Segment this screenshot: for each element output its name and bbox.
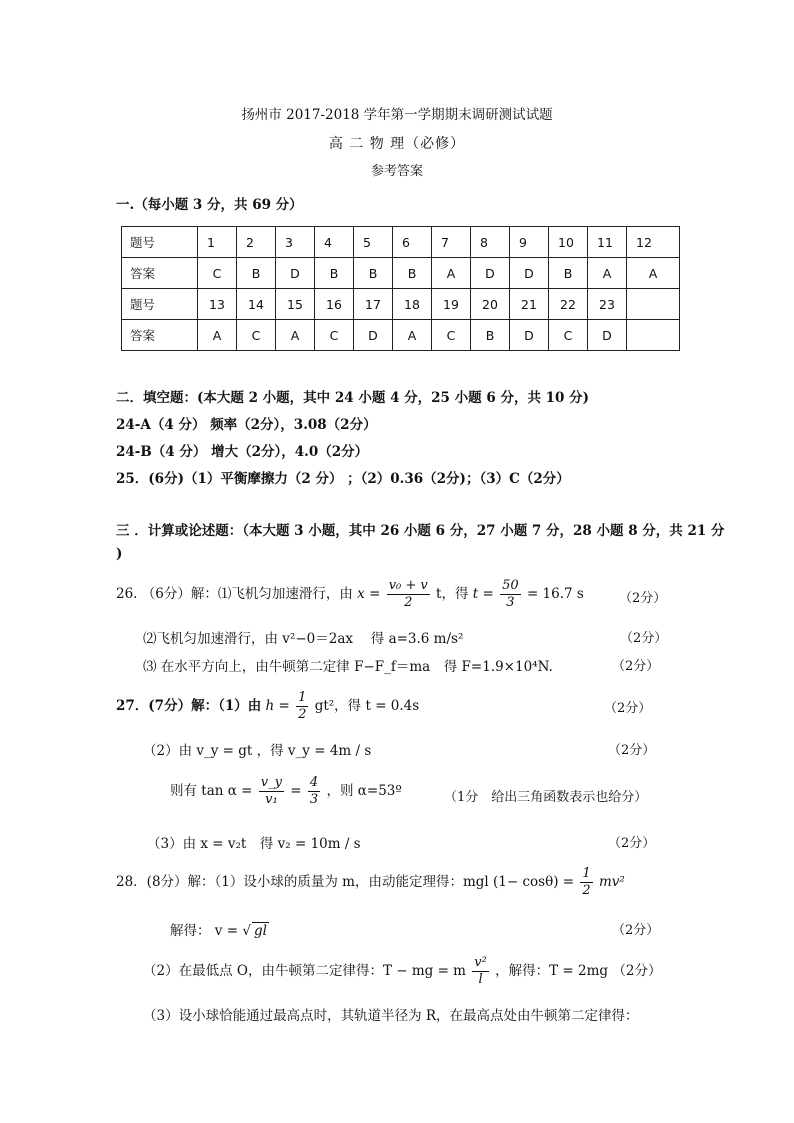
q26-frac1 [387, 578, 430, 611]
q26-pts2: （2分） [620, 631, 668, 646]
frac-numerator: 4 [309, 775, 319, 790]
q26-intro: （6分）解：⑴飞机匀加速滑行，由 [141, 586, 353, 602]
table-cell: 6 [393, 227, 432, 258]
frac-denominator: 2 [298, 707, 307, 722]
q26-line1 [116, 578, 584, 611]
q28-pts2: （2分） [612, 923, 660, 938]
table-cell: 19 [432, 289, 471, 320]
table-cell: 2 [237, 227, 276, 258]
document-subtitle: 高 二 物 理（必修） [328, 136, 466, 152]
q27-tan-pre: 则有 tan α = [170, 783, 253, 799]
q28-line1 [116, 866, 625, 899]
q27-post: gt²，得 t = 0.4s [314, 698, 420, 714]
q26-part2: ⑵飞机匀加速滑行，由 v²−0＝2ax 得 a=3.6 m/s² [143, 631, 464, 647]
q28-half [580, 866, 592, 899]
table-cell: B [549, 258, 588, 289]
q28-pre: 28．(8分）解：（1）设小球的质量为 m，由动能定理得：mgl (1− cosθ) = [116, 874, 575, 890]
q28-line3 [143, 955, 661, 988]
section3-heading-end: ) [116, 546, 123, 562]
table-cell: A [198, 320, 237, 351]
table-cell [627, 320, 680, 351]
section1-heading: 一.（每小题 3 分，共 69 分） [116, 197, 303, 213]
table-cell: D [354, 320, 393, 351]
table-cell: D [588, 320, 627, 351]
table-cell: C [315, 320, 354, 351]
q26-result: = 16.7 s [526, 586, 584, 602]
frac-denominator: v₁ [265, 792, 278, 807]
answer-24b: 24-B（4 分） 增大（2分），4.0（2分） [116, 444, 369, 460]
q26-frac2 [500, 578, 521, 611]
table-cell: B [393, 258, 432, 289]
table-cell: 9 [510, 227, 549, 258]
table-cell: B [471, 320, 510, 351]
q27-pts1: （2分） [604, 701, 652, 716]
frac-denominator: 3 [309, 792, 319, 807]
table-cell: C [432, 320, 471, 351]
table-cell: 16 [315, 289, 354, 320]
table-cell: C [237, 320, 276, 351]
table-cell: 21 [510, 289, 549, 320]
table-cell: D [510, 258, 549, 289]
answer-24a: 24-A（4 分） 频率（2分），3.08（2分） [116, 417, 377, 433]
table-cell: A [588, 258, 627, 289]
section3-heading: 三 ．计算或论述题：（本大题 3 小题，其中 26 小题 6 分，27 小题 7 分，28 小题 8 分，共 21 分 [116, 523, 725, 539]
table-cell: 18 [393, 289, 432, 320]
q26-x-eq: x = [357, 586, 381, 602]
table-cell: 5 [354, 227, 393, 258]
answer-25: 25．(6分)（1）平衡摩擦力（2 分） ；（2）0.36（2分)；（3）C（2分） [116, 471, 570, 487]
table-cell: 7 [432, 227, 471, 258]
answer-table [121, 226, 680, 351]
q28-line4: （3）设小球恰能通过最高点时，其轨道半径为 R，在最高点处由牛顿第二定律得： [143, 1008, 639, 1024]
table-cell: 4 [315, 227, 354, 258]
table-cell: 8 [471, 227, 510, 258]
table-row [122, 258, 680, 289]
q28-frac [472, 955, 489, 988]
q28-solve: 解得： v = [170, 923, 239, 939]
q27-pts2: （2分） [608, 743, 656, 758]
q27-line2: （2）由 v_y = gt ，得 v_y = 4m / s [143, 743, 372, 759]
q26-label: 26. [116, 586, 138, 602]
table-cell: 20 [471, 289, 510, 320]
frac-denominator: 3 [506, 595, 515, 610]
frac-numerator: v₀ + v [388, 578, 428, 593]
q27-h-eq: h = [265, 698, 290, 714]
q28-post: mv² [598, 874, 625, 890]
q28-result: ，解得：T = 2mg （2分） [495, 963, 662, 979]
table-cell: 14 [237, 289, 276, 320]
q27-tan-frac [259, 775, 284, 808]
table-cell: B [354, 258, 393, 289]
row-label: 答案 [122, 258, 198, 289]
table-cell: A [393, 320, 432, 351]
table-cell: A [627, 258, 680, 289]
frac-numerator: 50 [502, 578, 519, 593]
table-row [122, 289, 680, 320]
table-cell: D [276, 258, 315, 289]
q27-pre: 27．(7分）解：（1）由 [116, 698, 262, 714]
frac-denominator: 2 [582, 883, 591, 898]
table-cell: 1 [198, 227, 237, 258]
table-cell: B [315, 258, 354, 289]
reference-answer-label: 参考答案 [370, 164, 423, 179]
q26-part3: ⑶ 在水平方向上，由牛顿第二定律 F−F_f＝ma 得 F=1.9×10⁴N. [143, 659, 553, 675]
frac-denominator: l [478, 972, 483, 987]
table-cell: C [198, 258, 237, 289]
table-cell: B [237, 258, 276, 289]
table-cell: 10 [549, 227, 588, 258]
frac-numerator: 1 [582, 866, 591, 881]
q27-tan-frac2 [308, 775, 320, 808]
q28-newton: （2）在最低点 O，由牛顿第二定律得：T − mg = m [143, 963, 466, 979]
table-cell: 3 [276, 227, 315, 258]
q27-note3: （1分 给出三角函数表示也给分） [444, 790, 648, 805]
q27-line1 [116, 690, 419, 723]
q27-pts4: （2分） [608, 836, 656, 851]
table-row [122, 320, 680, 351]
table-row [122, 227, 680, 258]
q27-line3 [170, 775, 402, 808]
q27-eq: = [290, 783, 302, 799]
table-cell [627, 289, 680, 320]
row-label: 答案 [122, 320, 198, 351]
document-title: 扬州市 2017-2018 学年第一学期期末调研测试试题 [241, 107, 553, 123]
table-cell: 15 [276, 289, 315, 320]
row-label: 题号 [122, 289, 198, 320]
q28-line2: 解得： v = √ gl [170, 923, 267, 939]
table-cell: 17 [354, 289, 393, 320]
table-cell: C [549, 320, 588, 351]
frac-denominator: 2 [404, 595, 413, 610]
section2-heading: 二．填空题：(本大题 2 小题，其中 24 小题 4 分，25 小题 6 分，共 10 分) [116, 390, 590, 406]
table-cell: 12 [627, 227, 680, 258]
row-label: 题号 [122, 227, 198, 258]
frac-numerator: 1 [298, 690, 307, 705]
table-cell: 23 [588, 289, 627, 320]
q27-half [296, 690, 308, 723]
q26-pts3: （2分） [612, 659, 660, 674]
frac-numerator: v_y [260, 775, 282, 790]
q27-line4: （3）由 x = v₂t 得 v₂ = 10m / s [147, 836, 361, 852]
table-cell: 22 [549, 289, 588, 320]
q26-pts1: （2分） [619, 591, 667, 606]
table-cell: A [432, 258, 471, 289]
q26-t-text: t，得 [436, 586, 469, 602]
table-cell: D [510, 320, 549, 351]
q27-tan-post: ，则 α=53º [326, 783, 402, 799]
q26-t-eq: t = [472, 586, 494, 602]
table-cell: 13 [198, 289, 237, 320]
table-cell: D [471, 258, 510, 289]
q28-sqrt: gl [253, 923, 267, 939]
frac-numerator: v² [474, 955, 487, 970]
table-cell: 11 [588, 227, 627, 258]
table-cell: A [276, 320, 315, 351]
